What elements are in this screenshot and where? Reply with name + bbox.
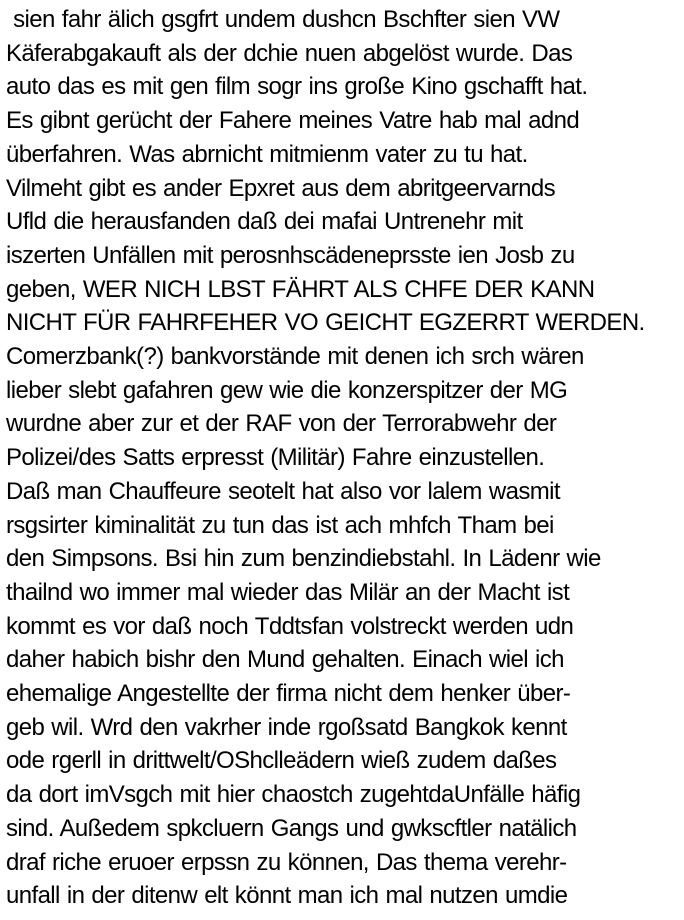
text-line-5: überfahren. Was abrnicht mitmienm vater zu tu hat. <box>6 140 528 168</box>
text-line-8: iszerten Unfällen mit perosnhscädeneprsste ien Josb zu <box>6 241 575 269</box>
text-line-4: Es gibnt gerücht der Fahere meines Vatre hab mal adnd <box>6 107 580 135</box>
text-line-17: den Simpsons. Bsi hin zum benzindiebstahl. In Lädenr wie <box>6 545 601 573</box>
text-line-12: lieber slebt gafahren gew wie die konzerspitzer der MG <box>6 376 568 404</box>
text-line-24: da dort imVsgch mit hier chaostch zugehtdaUnfälle häfig <box>6 781 581 809</box>
text-line-7: Ufld die herausfanden daß dei mafai Untrenehr mit <box>6 208 523 236</box>
text-line-10: NICHT FÜR FAHRFEHER VO GEICHT EGZERRT WERDEN. <box>6 309 645 337</box>
text-line-11: Comerzbank(?) bankvorstände mit denen ich srch wären <box>6 343 584 371</box>
text-line-22: geb wil. Wrd den vakrher inde rgoßsatd Bangkok kennt <box>6 713 567 741</box>
text-line-3: auto das es mit gen film sogr ins große Kino gschafft hat. <box>6 73 588 101</box>
text-line-9: geben, WER NICH LBST FÄHRT ALS CHFE DER KANN <box>6 275 595 303</box>
text-line-15: Daß man Chauffeure seotelt hat also vor lalem wasmit <box>6 477 560 505</box>
text-line-25: sind. Außedem spkcluern Gangs und gwkscftler natälich <box>6 814 577 842</box>
text-line-6: Vilmeht gibt es ander Epxret aus dem abritgeervarnds <box>6 174 555 202</box>
text-line-26: draf riche eruoer erpssn zu können, Das thema verehr- <box>6 848 567 876</box>
text-line-27: unfall in der ditenw elt könnt man ich mal nutzen umdie <box>6 882 568 910</box>
text-line-21: ehemalige Angestellte der firma nicht dem henker über- <box>6 680 571 708</box>
body-text <box>6 3 682 913</box>
text-line-14: Polizei/des Satts erpresst (Militär) Fahre einzustellen. <box>6 444 545 472</box>
text-line-13: wurdne aber zur et der RAF von der Terrorabwehr der <box>6 410 557 438</box>
text-line-23: ode rgerll in drittwelt/OShclleädern wieß zudem daßes <box>6 747 557 775</box>
text-line-19: kommt es vor daß noch Tddtsfan volstreckt werden udn <box>6 612 574 640</box>
text-line-20: daher habich bishr den Mund gehalten. Einach wiel ich <box>6 646 564 674</box>
text-line-16: rsgsirter kiminalität zu tun das ist ach mhfch Tham bei <box>6 511 554 539</box>
text-line-2: Käferabgakauft als der dchie nuen abgelöst wurde. Das <box>6 39 573 67</box>
text-line-18: thailnd wo immer mal wieder das Milär an der Macht ist <box>6 578 570 606</box>
text-line-1: sien fahr älich gsgfrt undem dushcn Bschfter sien VW <box>6 6 560 33</box>
